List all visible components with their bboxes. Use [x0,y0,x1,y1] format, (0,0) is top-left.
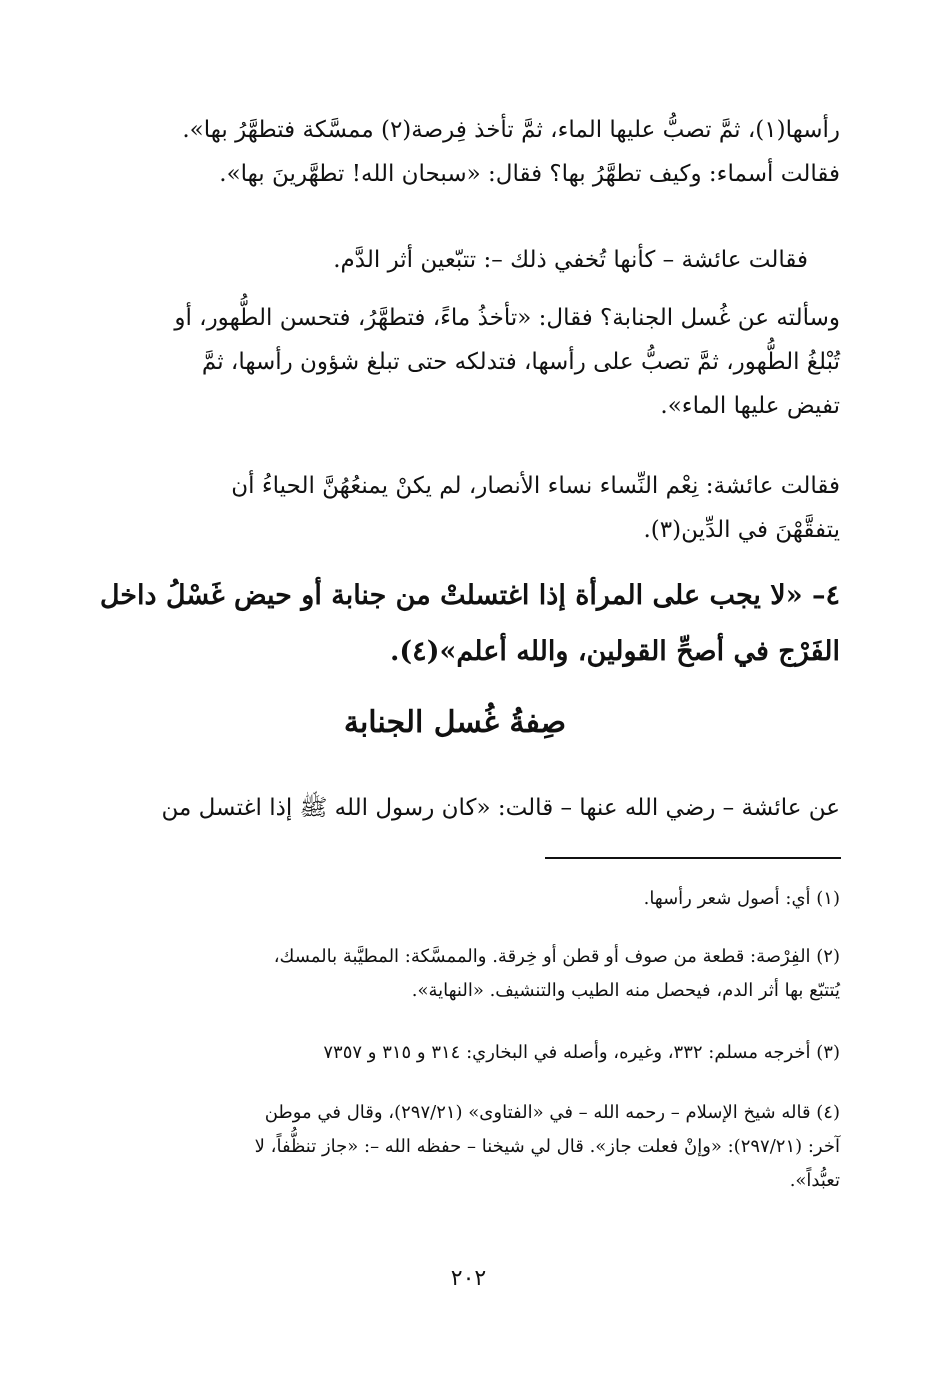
paragraph-6 [70,786,840,830]
paragraph-2-line-1: فقالت عائشة – كأنها تُخفي ذلك –: تتبّعين أثر الدَّم. [333,247,808,273]
paragraph-4-line-2: يتفقَّهْنَ في الدِّين(٣). [643,517,840,543]
paragraph-3-line-2: تُبْلغُ الطُّهور، ثمَّ تصبُّ على رأسها، فتدلكه حتى تبلغ شؤون رأسها، ثمَّ [201,349,840,375]
footnote-3-line-1: (٣) أخرجه مسلم: ٣٣٢، وغيره، وأصله في البخاري: ٣١٤ و ٣١٥ و ٧٣٥٧ [323,1042,840,1063]
paragraph-5-line-1: ٤– «لا يجب على المرأة إذا اغتسلتْ من جنابة أو حيض غَسْلُ داخل [99,580,840,611]
footnote-divider [545,857,841,859]
paragraph-3 [70,296,840,428]
paragraph-3-line-1: وسألته عن غُسل الجنابة؟ فقال: «تأخذُ ماءً، فتطهَّرُ، فتحسن الطُّهور، أو [174,305,840,331]
footnote-2 [70,940,840,1008]
section-heading: صِفةُ غُسل الجنابة [343,705,567,740]
footnote-4 [70,1096,840,1198]
paragraph-1-line-1: رأسها(١)، ثمَّ تصبُّ عليها الماء، ثمَّ تأخذ فِرصة(٢) ممسَّكة فتطهَّرُ بها». [182,117,840,143]
footnote-4-line-3: تعبُّداً». [789,1170,840,1191]
page-number: ٢٠٢ [450,1266,487,1291]
footnote-2-line-1: (٢) الفِرْصة: قطعة من صوف أو قطن أو خِرقة. والممسَّكة: المطيَّبة بالمسك، [273,946,840,967]
footnote-1 [70,882,840,916]
paragraph-5-line-2: الفَرْج في أصحِّ القولين، والله أعلم»(٤). [389,636,840,667]
footnote-2-line-2: يُتتبّع بها أثر الدم، فيحصل منه الطيب والتنشيف. «النهاية». [411,980,840,1001]
paragraph-3-line-3: تفيض عليها الماء». [660,393,840,419]
footnote-1-line-1: (١) أي: أصول شعر رأسها. [643,888,840,909]
paragraph-4-line-1: فقالت عائشة: نِعْم النِّساء نساء الأنصار، لم يكنْ يمنعُهُنَّ الحياءُ أن [231,473,840,499]
paragraph-2 [70,238,840,282]
paragraph-6-line-1: عن عائشة – رضي الله عنها – قالت: «كان رسول الله ﷺ إذا اغتسل من [161,795,840,821]
footnote-4-line-1: (٤) قاله شيخ الإسلام – رحمه الله – في «الفتاوى» (٢٩٧/٢١)، وقال في موطن [264,1102,840,1123]
paragraph-1 [70,108,840,196]
paragraph-1-line-2: فقالت أسماء: وكيف تطهَّرُ بها؟ فقال: «سبحان الله! تطهَّرينَ بها». [219,161,840,187]
paragraph-5-bold-ruling [70,568,840,680]
footnote-4-line-2: آخر: (٢٩٧/٢١): «وإنْ فعلت جاز». قال لي شيخنا – حفظه الله –: «جاز تنظُّفاً، لا [254,1136,840,1157]
paragraph-4 [70,464,840,552]
footnote-3 [70,1036,840,1070]
